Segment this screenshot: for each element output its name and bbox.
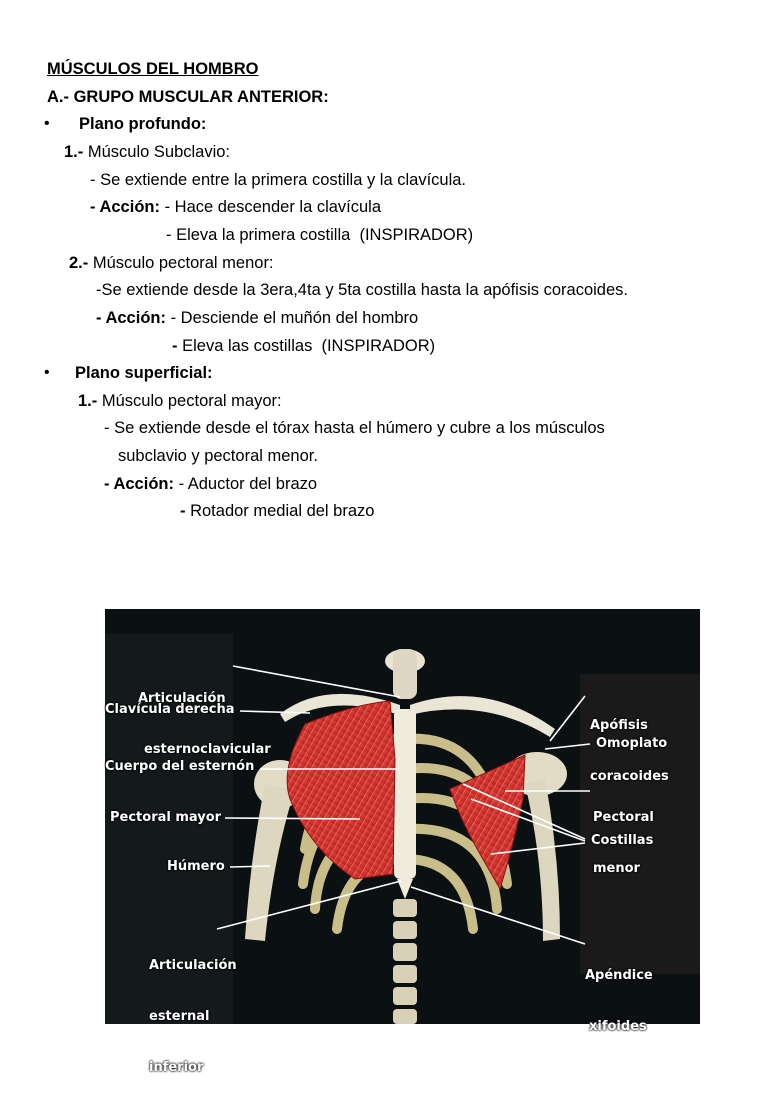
pectoral-menor-action-2: - Eleva las costillas (INSPIRADOR) <box>172 337 436 355</box>
subclavio-line: 1.- Músculo Subclavio: <box>64 143 231 161</box>
pectoral-mayor-desc-1: - Se extiende desde el tórax hasta el húmero y cubre a los músculos <box>104 419 605 437</box>
label-pectoral-mayor: Pectoral mayor <box>110 810 222 825</box>
cervical-spine <box>393 649 417 699</box>
pectoral-menor-line: 2.- Músculo pectoral menor: <box>69 254 274 272</box>
label-apendice-xifoides: Apéndice xifoides <box>585 968 653 1034</box>
label-articulacion-esternoclavicular: Articulación esternoclavicular <box>138 691 271 757</box>
pectoral-menor-desc: -Se extiende desde la 3era,4ta y 5ta costilla hasta la apófisis coracoides. <box>96 281 628 299</box>
subclavio-action-2: - Eleva la primera costilla (INSPIRADOR) <box>166 226 474 244</box>
label-articulacion-esternal-inferior: Articulación esternal inferior <box>149 958 237 1075</box>
sternum <box>394 709 416 879</box>
label-humero: Húmero <box>167 859 225 874</box>
anatomy-figure <box>105 609 700 1075</box>
label-clavicula-derecha: Clavícula derecha <box>105 702 235 717</box>
pectoral-mayor-action: - Acción: - Aductor del brazo <box>104 475 318 493</box>
label-pectoral-menor: Pectoral menor <box>593 810 654 876</box>
superficial-heading: Plano superficial: <box>75 364 213 382</box>
label-cuerpo-esternon: Cuerpo del esternón <box>105 759 255 774</box>
pectoral-mayor-action-2: - Rotador medial del brazo <box>180 502 375 520</box>
page-title: MÚSCULOS DEL HOMBRO <box>47 60 259 78</box>
label-apofisis-coracoides: Apófisis coracoides <box>590 718 669 784</box>
subclavio-action: - Acción: - Hace descender la clavícula <box>90 198 382 216</box>
pectoral-mayor-line: 1.- Músculo pectoral mayor: <box>78 392 282 410</box>
label-costillas: Costillas <box>591 833 654 848</box>
pectoral-mayor-desc-2: subclavio y pectoral menor. <box>118 447 318 465</box>
bullet-deep: • <box>44 115 50 132</box>
pectoral-menor-action: - Acción: - Desciende el muñón del hombro <box>96 309 419 327</box>
subclavio-desc: - Se extiende entre la primera costilla y la clavícula. <box>90 171 467 189</box>
group-heading: A.- GRUPO MUSCULAR ANTERIOR: <box>47 88 329 106</box>
deep-heading: Plano profundo: <box>79 115 207 133</box>
bullet-superficial: • <box>44 364 50 381</box>
label-omoplato: Omoplato <box>596 736 668 751</box>
